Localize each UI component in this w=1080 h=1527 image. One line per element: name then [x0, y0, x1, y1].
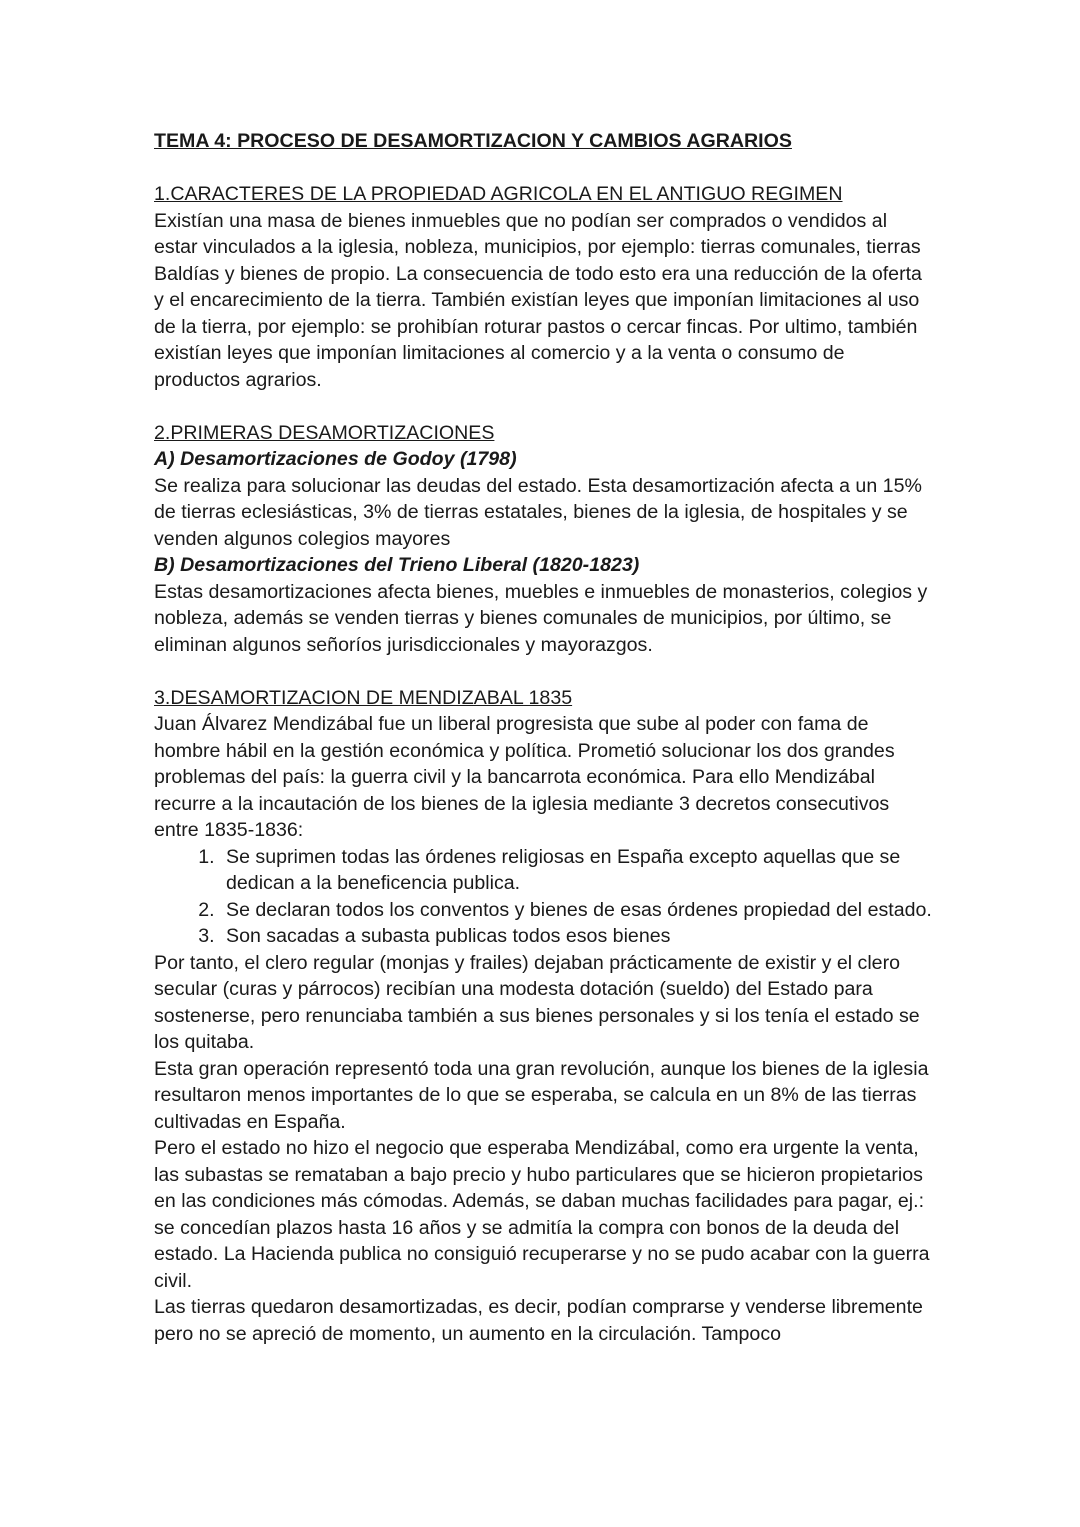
- decree-item: 2. Se declaran todos los conventos y bienes de esas órdenes propiedad del estado.: [220, 897, 934, 924]
- section-3-intro: Juan Álvarez Mendizábal fue un liberal progresista que sube al poder con fama de hombre hábil en la gestión económica y política. Prometió solucionar los dos grandes problemas del país: la guerra civil y la bancarrota económica. Para ello Mendizábal recurre a la incautación de los bienes de la iglesia mediante 3 decretos consecutivos entre 1835-1836:: [154, 713, 895, 841]
- section-3-paragraph-lands: Las tierras quedaron desamortizadas, es decir, podían comprarse y venderse libremente pero no se apreció de momento, un aumento en la circulación. Tampoco: [154, 1296, 923, 1345]
- document-page: [154, 128, 934, 1347]
- section-3-heading: 3.DESAMORTIZACION DE MENDIZABAL 1835: [154, 686, 573, 709]
- section-2a-subheading: A) Desamortizaciones de Godoy (1798): [154, 448, 517, 470]
- section-1-body: Existían una masa de bienes inmuebles que no podían ser comprados o vendidos al estar vinculados a la iglesia, nobleza, municipios, por ejemplo: tierras comunales, tierras Baldías y bienes de propio. La consecuencia de todo esto era una reducción de la oferta y el encarecimiento de la tierra. También existían leyes que imponían limitaciones al uso de la tierra, por ejemplo: se prohibían roturar pastos o cercar fincas. Por ultimo, también existían leyes que imponían limitaciones al comercio y a la venta o consumo de productos agrarios.: [154, 209, 922, 391]
- decree-item: 1. Se suprimen todas las órdenes religiosas en España excepto aquellas que se dedican a la beneficencia publica.: [220, 844, 934, 897]
- section-3-paragraph-revolution: Esta gran operación representó toda una gran revolución, aunque los bienes de la iglesia resultaron menos importantes de lo que se esperaba, se calcula en un 8% de las tierras cultivadas en España.: [154, 1057, 929, 1133]
- document-title: TEMA 4: PROCESO DE DESAMORTIZACION Y CAMBIOS AGRARIOS: [154, 130, 792, 152]
- section-2b-subheading: B) Desamortizaciones del Trieno Liberal (1820-1823): [154, 554, 640, 576]
- section-2a-body: Se realiza para solucionar las deudas del estado. Esta desamortización afecta a un 15% de tierras eclesiásticas, 3% de tierras estatales, bienes de la iglesia, de hospitales y se venden algunos colegios mayores: [154, 474, 922, 550]
- section-3-paragraph-clergy: Por tanto, el clero regular (monjas y frailes) dejaban prácticamente de existir y el clero secular (curas y párrocos) recibían una modesta dotación (sueldo) del Estado para sostenerse, pero renunciaba también a sus bienes personales y si los tenía el estado se los quitaba.: [154, 951, 920, 1053]
- section-2-heading: 2.PRIMERAS DESAMORTIZACIONES: [154, 421, 495, 444]
- section-gap: [154, 393, 934, 420]
- decree-item: 3. Son sacadas a subasta publicas todos esos bienes: [220, 923, 934, 950]
- section-3-paragraph-business: Pero el estado no hizo el negocio que esperaba Mendizábal, como era urgente la venta, las subastas se remataban a bajo precio y hubo particulares que se hicieron propietarios en las condiciones más cómodas. Además, se daban muchas facilidades para pagar, ej.: se concedían plazos hasta 16 años y se admitía la compra con bonos de la deuda del estado. La Hacienda publica no consiguió recuperarse y no se pudo acabar con la guerra civil.: [154, 1137, 930, 1292]
- section-gap: [154, 658, 934, 685]
- decrees-list: [154, 844, 934, 950]
- section-1-heading: 1.CARACTERES DE LA PROPIEDAD AGRICOLA EN EL ANTIGUO REGIMEN: [154, 183, 843, 205]
- section-2b-body: Estas desamortizaciones afecta bienes, muebles e inmuebles de monasterios, colegios y nobleza, además se venden tierras y bienes comunales de municipios, por último, se eliminan algunos señoríos jurisdiccionales y mayorazgos.: [154, 580, 928, 656]
